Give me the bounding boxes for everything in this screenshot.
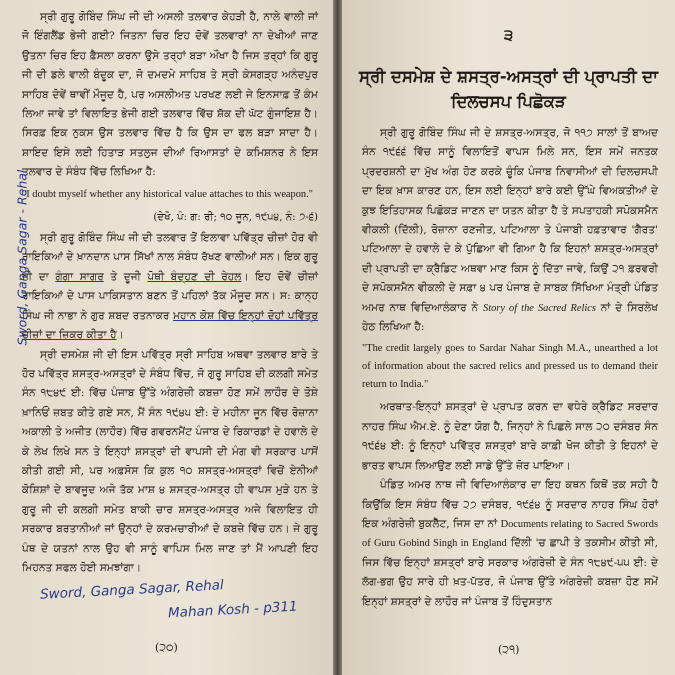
handwritten-margin-note: Sword, Ganga Sagar - Rehal bbox=[14, 169, 30, 346]
right-paragraph-3-part-a: ਪੰਡਿਤ ਅਮਰ ਨਾਥ ਜੀ ਵਿਦਿਆਲੰਕਾਰ ਦਾ ਇਹ ਕਥਨ ਕਿਥੋਂ ਤਕ ਸਹੀ ਹੈ ਕਿਉਂਕਿ ਇਸ ਸੰਬੰਧ ਵਿੱਚ ੨੭ ਦਸੰਬਰ, ੧੯੬੪ ਨੂੰ ਸਰਦਾਰ ਨਾਹਰ ਸਿੰਘ ਹੋਰਾਂ ਇਕ ਅੰਗਰੇਜ਼ੀ ਬੁਕਲੈੱਟ, ਜਿਸ ਦਾ ਨਾਂ bbox=[362, 479, 658, 530]
chapter-title: ਸ੍ਰੀ ਦਸਮੇਸ਼ ਦੇ ਸ਼ਸਤ੍ਰ-ਅਸਤ੍ਰਾਂ ਦੀ ਪ੍ਰਾਪਤੀ ਦਾ ਦਿਲਚਸਪ ਪਿਛੋਕੜ bbox=[359, 67, 658, 111]
right-english-quote: "The credit largely goes to Sardar Nahar Singh M.A., unearthed a lot of information about the sacred relics and pressed us to demand their return to India." bbox=[362, 343, 658, 391]
left-paragraph-2-part-c: । ਇਹ ਦੋਵੇਂ ਚੀਜ਼ਾਂ ਰਾਇਕਿਆਂ ਦੇ ਪਾਸ ਪਾਕਿਸਤਾਨ ਬਣਨ ਤੋਂ ਪਹਿਲਾਂ ਤੱਕ ਮੌਜੂਦ ਸਨ। ਸ: ਕਾਨ੍ਹ ਸਿੰਘ ਜੀ ਨਾਭਾ ਨੇ ਗੁਰ ਸ਼ਬਦ ਰਤਨਾਕਰ bbox=[22, 270, 318, 322]
mahan-kosh-underlined: ਮਹਾਨ ਕੋਸ਼ ਵਿੱਚ ਇਨ੍ਹਾਂ ਦੋਹਾਂ ਪਵਿੱਤ੍ਰ ਚੀਜ਼ਾਂ ਦਾ ਜ਼ਿਕਰ ਕੀਤਾ ਹੈ bbox=[22, 309, 318, 342]
left-paragraph-3: ਸ੍ਰੀ ਦਸਮੇਸ਼ ਜੀ ਦੀ ਇਸ ਪਵਿੱਤ੍ਰ ਸ੍ਰੀ ਸਾਹਿਬ ਅਥਵਾ ਤਲਵਾਰ ਬਾਰੇ ਤੇ ਹੋਰ ਪਵਿੱਤ੍ਰ ਸ਼ਸਤ੍ਰ-ਅਸਤ੍ਰਾਂ ਦੇ ਸੰਬੰਧ ਵਿੱਚ, ਜੋ ਗੁਰੂ ਸਾਹਿਬ ਦੀ ਕਲਗੀ ਸਮੇਤ ਸੰਨ ੧੮੪੯ ਈ: ਵਿੱਚ ਪੰਜਾਬ ਉੱਤੇ ਅੰਗਰੇਜ਼ੀ ਕਬਜ਼ਾ ਹੋਣ ਸਮੇਂ ਲਾਹੌਰ ਦੇ ਤੋਸ਼ੇ ਖ਼ਾਨਿਓਂ ਜ਼ਬਤ ਕੀਤੇ ਗਏ ਸਨ, ਮੈਂ ਸੰਨ ੧੯੪੫ ਈ: ਦੇ ਮਹੀਨਾ ਜੂਨ ਵਿੱਚ ਰੋਜ਼ਾਨਾ ਅਕਾਲੀ ਤੇ ਅਜੀਤ (ਲਾਹੌਰ) ਵਿੱਚ ਗਵਰਨਮੈਂਟ ਪੰਜਾਬ ਦੇ ਰਿਕਾਰਡਾਂ ਦੇ ਹਵਾਲੇ ਦੇ ਕੇ ਲੇਖ ਲਿਖੇ ਸਨ ਤੇ ਇਨ੍ਹਾਂ ਸ਼ਸਤ੍ਰਾਂ ਦੀ ਵਾਪਸੀ ਦੀ ਮੰਗ ਵੀ ਸਰਕਾਰ ਪਾਸੋਂ ਕੀਤੀ ਗਈ ਸੀ, ਪਰ ਅਫ਼ਸੋਸ ਕਿ ਕੁਲ ੧੦ ਸ਼ਸਤ੍ਰ-ਅਸਤ੍ਰਾਂ ਵਿਚੋਂ ਏਨੀਆਂ ਕੋਸ਼ਿਸ਼ਾਂ ਦੇ ਬਾਵਜੂਦ ਅਜੇ ਤੱਕ ਮਾਸ਼ ੪ ਸ਼ਸਤ੍ਰ-ਅਸਤ੍ਰ ਹੀ ਵਾਪਸ ਮੁੜੇ ਹਨ ਤੇ ਗੁਰੂ ਜੀ ਦੀ ਕਲਗੀ ਸਮੇਤ ਬਾਕੀ ਚਾਰ ਸ਼ਸਤ੍ਰ-ਅਸਤ੍ਰ ਅਜੇ ਵਿਲਾਇਤ ਹੀ ਸਰਕਾਰ ਬਰਤਾਨੀਆਂ ਜਾਂ ਉਨ੍ਹਾਂ ਦੇ ਕਰਮਚਾਰੀਆਂ ਦੇ ਕਬਜ਼ੇ ਵਿੱਚ ਹਨ। ਜੇ ਗੁਰੂ ਪੰਥ ਦੇ ਯਤਨਾਂ ਨਾਲ ਉਹ ਵੀ ਸਾਨੂੰ ਵਾਪਿਸ ਮਿਲ ਜਾਣ ਤਾਂ ਮੈਂ ਆਪਣੀ ਇਹ ਮਿਹਨਤ ਸਫਲ ਹੋਈ ਸਮਝਾਂਗਾ। bbox=[22, 348, 318, 574]
left-page-body bbox=[22, 8, 318, 578]
ganga-sagar-underlined: ਗੰਗਾ ਸਾਗਰ bbox=[55, 270, 104, 283]
left-paragraph-1: ਸ੍ਰੀ ਗੁਰੂ ਗੋਬਿੰਦ ਸਿੰਘ ਜੀ ਦੀ ਅਸਲੀ ਤਲਵਾਰ ਕੇਹੜੀ ਹੈ, ਨਾਲੇ ਵਾਲੀ ਜਾਂ ਜੋ ਇੰਗਲੈਂਡ ਭੇਜੀ ਗਈ? ਜਿਤਨਾ ਚਿਰ ਇਹ ਦੋਵੇਂ ਤਲਵਾਰਾਂ ਨਾ ਦੇਖੀਆਂ ਜਾਣ ਉਤਨਾ ਚਿਰ ਇਹ ਫ਼ੈਸਲਾ ਕਰਨਾ ਉਸੇ ਤਰ੍ਹਾਂ ਬੜਾ ਔਖਾ ਹੈ ਜਿਸ ਤਰ੍ਹਾਂ ਕਿ ਗੁਰੂ ਜੀ ਦੀ ਡਲੇ ਵਾਲੀ ਬੰਦੂਕ ਦਾ, ਜੋ ਦਮਦਮੇ ਸਾਹਿਬ ਤੇ ਸ੍ਰੀ ਕੇਸਗੜ੍ਹ ਅਨੰਦਪੁਰ ਸਾਹਿਬ ਦੋਵੇਂ ਥਾਵੀਂ ਮੌਜੂਦ ਹੈ, ਪਰ ਅਸਲੀਅਤ ਪਰਖਣ ਲਈ ਜੇ ਇਨਸਾਫ਼ ਤੋਂ ਕੰਮ ਲਿਆ ਜਾਵੇ ਤਾਂ ਵਿਲਾਇਤ ਭੇਜੀ ਗਈ ਤਲਵਾਰ ਵਿੱਚ ਸ਼ੱਕ ਦੀ ਘੱਟ ਗੁੰਜਾਇਸ਼ ਹੈ। ਸਿਰਫ਼ ਇਕ ਨੁਕਸ ਉਸ ਤਲਵਾਰ ਵਿੱਚ ਹੈ ਕਿ ਉਸ ਦਾ ਫਲ ਬੜਾ ਸਾਦਾ ਹੈ। ਸ਼ਾਇਦ ਇਸੇ ਲਈ ਹਿਤਾੜ ਸਤਲੁਜ ਦੀਆਂ ਰਿਆਸਤਾਂ ਦੇ ਕਮਿਸ਼ਨਰ ਨੇ ਇਸ ਤਲਵਾਰ ਦੇ ਸੰਬੰਧ ਵਿੱਚ ਲਿਖਿਆ ਹੈ: bbox=[22, 11, 318, 179]
left-paragraph-2-part-d: । bbox=[116, 329, 124, 342]
story-of-sacred-relics-title: Story of the Sacred Relics bbox=[483, 302, 596, 314]
right-page bbox=[342, 0, 675, 675]
handwritten-bottom-note-2: Mahan Kosh - p311 bbox=[167, 598, 298, 622]
right-paragraph-3-part-b: ਦਿੱਲੀ 'ਚ ਛਾਪੀ ਤੇ ਤਕਸੀਮ ਕੀਤੀ ਸੀ, ਜਿਸ ਵਿੱਚ ਇਨ੍ਹਾਂ ਸ਼ਸਤ੍ਰਾਂ ਬਾਰੇ ਸਰਕਾਰ ਅੰਗਰੇਜ਼ੀ ਦੇ ਸੰਨ ੧੮੪੯-੫੫ ਈ: ਦੇ ਲੱਗ-ਭਗ ਉਹ ਸਾਰੇ ਹੀ ਖ਼ਤ-ਪੱਤਰ, ਜੋ ਪੰਜਾਬ ਉੱਤੇ ਅੰਗਰੇਜ਼ੀ ਕਬਜ਼ਾ ਹੋਣ ਸਮੇਂ ਇਨ੍ਹਾਂ ਸ਼ਸਤ੍ਰਾਂ ਦੇ ਲਾਹੌਰ ਜਾਂ ਪੰਜਾਬ ਤੋਂ ਹਿੰਦੁਸਤਾਨ bbox=[362, 537, 658, 608]
left-citation: (ਦੇਖੋ, ਪੰ: ਗ: ਰੀ; ੧੦ ਜੂਨ, ੧੯੫੪, ਨੰ: ੭-੬) bbox=[153, 211, 318, 223]
left-paragraph-2 bbox=[22, 229, 318, 345]
handwritten-bottom-note-1: Sword, Ganga Sagar, Rehal bbox=[39, 577, 225, 603]
right-paragraph-1-part-a: ਸ੍ਰੀ ਗੁਰੂ ਗੋਬਿੰਦ ਸਿੰਘ ਜੀ ਦੇ ਸ਼ਸਤ੍ਰ-ਅਸਤ੍ਰ, ਜੋ ੧੧੭ ਸਾਲਾਂ ਤੋਂ ਬਾਅਦ ਸੰਨ ੧੯੬੬ ਵਿੱਚ ਸਾਨੂੰ ਵਿਲਾਇਤੋਂ ਵਾਪਸ ਮਿਲੇ ਸਨ, ਇਸ ਸਮੇਂ ਜਨਤਕ ਪ੍ਰਦਰਸ਼ਨੀ ਦਾ ਮੁੱਖ ਅੰਗ ਹੋਣ ਕਰਕੇ ਚੂੰਕਿ ਪੰਜਾਬ ਨਿਵਾਸੀਆਂ ਦੀ ਦਿਲਚਸਪੀ ਦਾ ਇਕ ਖ਼ਾਸ ਕਾਰਣ ਹਨ, ਇਸ ਲਈ ਇਨ੍ਹਾਂ ਬਾਰੇ ਕਈ ਉੱਘੇ ਵਿਅਕਤੀਆਂ ਦੇ ਕੁਝ ਇਤਿਹਾਸਕ ਪਿਛੋਕੜ ਜਾਣਨ ਦਾ ਯਤਨ ਕੀਤਾ ਹੈ ਤੇ ਸਪਤਾਹਕੀ ਸਪੋਕਸਮੈਨ ਵੀਕਲੀ (ਦਿੱਲੀ), ਰੋਜ਼ਾਨਾ ਰਣਜੀਤ, ਪਟਿਆਲਾ ਤੇ ਪੰਜਾਬੀ ਹਫ਼ਤਾਵਾਰ 'ਗੈਰਤ' ਪਟਿਆਲਾ ਦੇ ਹਵਾਲੇ ਦੇ ਕੇ ਪੁੱਛਿਆ ਵੀ ਗਿਆ ਹੈ ਕਿ ਇਹਨਾਂ ਸ਼ਸਤ੍ਰ-ਅਸਤ੍ਰਾਂ ਦੀ ਪ੍ਰਾਪਤੀ ਦਾ ਕ੍ਰੈਡਿਟ ਅਥਵਾ ਮਾਣ ਕਿਸ ਨੂੰ ਦਿੱਤਾ ਜਾਵੇ, ਕਿਉਂ ੨੧ ਫ਼ਰਵਰੀ ਦੇ ਸਪੋਕਸਮੈਨ ਵੀਕਲੀ ਦੇ ਸਫ਼ਾ ੪ ਪਰ ਪੰਜਾਬ ਦੇ ਸਾਬਕ ਸਿੱਖਿਆ ਮੰਤ੍ਰੀ ਪੰਡਿਤ ਅਮਰ ਨਾਥ ਵਿਦਿਆਲੰਕਾਰ ਨੇ bbox=[362, 127, 658, 314]
left-english-quote: "I doubt myself whether any historical value attaches to this weapon." bbox=[22, 188, 313, 200]
documents-booklet-title: Documents relating to Sacred Swords of Guru Gobind Singh in England bbox=[362, 518, 659, 550]
left-paragraph-2-part-b: ਤੇ ਦੂਜੀ bbox=[103, 270, 148, 283]
right-page-number: (੨੧) bbox=[498, 643, 520, 656]
right-paragraph-2: ਅਰਥਾਤ-ਇਨ੍ਹਾਂ ਸ਼ਸਤ੍ਰਾਂ ਦੇ ਪ੍ਰਾਪਤ ਕਰਨ ਦਾ ਵਧੇਰੇ ਕ੍ਰੈਡਿਟ ਸਰਦਾਰ ਨਾਹਰ ਸਿੰਘ ਐਮ.ਏ. ਨੂੰ ਦੇਣਾ ਯੋਗ ਹੈ, ਜਿਨ੍ਹਾਂ ਨੇ ਪਿਛਲੇ ਸਾਲ ੨੦ ਦਸੰਬਰ ਸੰਨ ੧੯੬੪ ਈ: ਨੂੰ ਇਨ੍ਹਾਂ ਪਵਿੱਤ੍ਰ ਸ਼ਸਤ੍ਰਾਂ ਬਾਰੇ ਕਾਫ਼ੀ ਖੋਜ ਕੀਤੀ ਤੇ ਇਹਨਾਂ ਦੇ ਭਾਰਤ ਵਾਪਸ ਲਿਆਉਣ ਲਈ ਸਾਡੇ ਉੱਤੇ ਜ਼ੋਰ ਪਾਇਆ। bbox=[362, 401, 658, 472]
left-paragraph-2-part-a: ਸ੍ਰੀ ਗੁਰੂ ਗੋਬਿੰਦ ਸਿੰਘ ਜੀ ਦੀ ਤਲਵਾਰ ਤੋਂ ਇਲਾਵਾ ਪਵਿੱਤ੍ਰ ਚੀਜ਼ਾਂ ਹੋਰ ਵੀ ਰਾਇਕਿਆਂ ਦੇ ਖ਼ਾਨਦਾਨ ਪਾਸ ਸਿੱਖਾਂ ਨਾਲ ਸੰਬੰਧ ਰੱਖਣ ਵਾਲੀਆਂ ਸਨ। ਇਕ ਗੁਰੂ ਜੀ ਦਾ bbox=[22, 232, 318, 283]
left-page-number: (੨੦) bbox=[155, 641, 178, 654]
right-paragraph-3 bbox=[362, 476, 658, 612]
right-page-body bbox=[362, 124, 658, 612]
right-paragraph-1-part-b: ਨਾਂ ਦੇ ਸਿਰਲੇਖ ਹੇਠ ਲਿਖਿਆ ਹੈ: bbox=[362, 301, 658, 334]
left-page bbox=[0, 0, 333, 675]
book-gutter bbox=[333, 0, 342, 675]
chapter-number: ੩ bbox=[503, 26, 514, 44]
rehal-underlined: ਪੋਥੀ ਬੰਦ੍ਹਣ ਦੀ ਰੇਹਲ bbox=[147, 270, 242, 283]
right-paragraph-1 bbox=[362, 124, 658, 337]
